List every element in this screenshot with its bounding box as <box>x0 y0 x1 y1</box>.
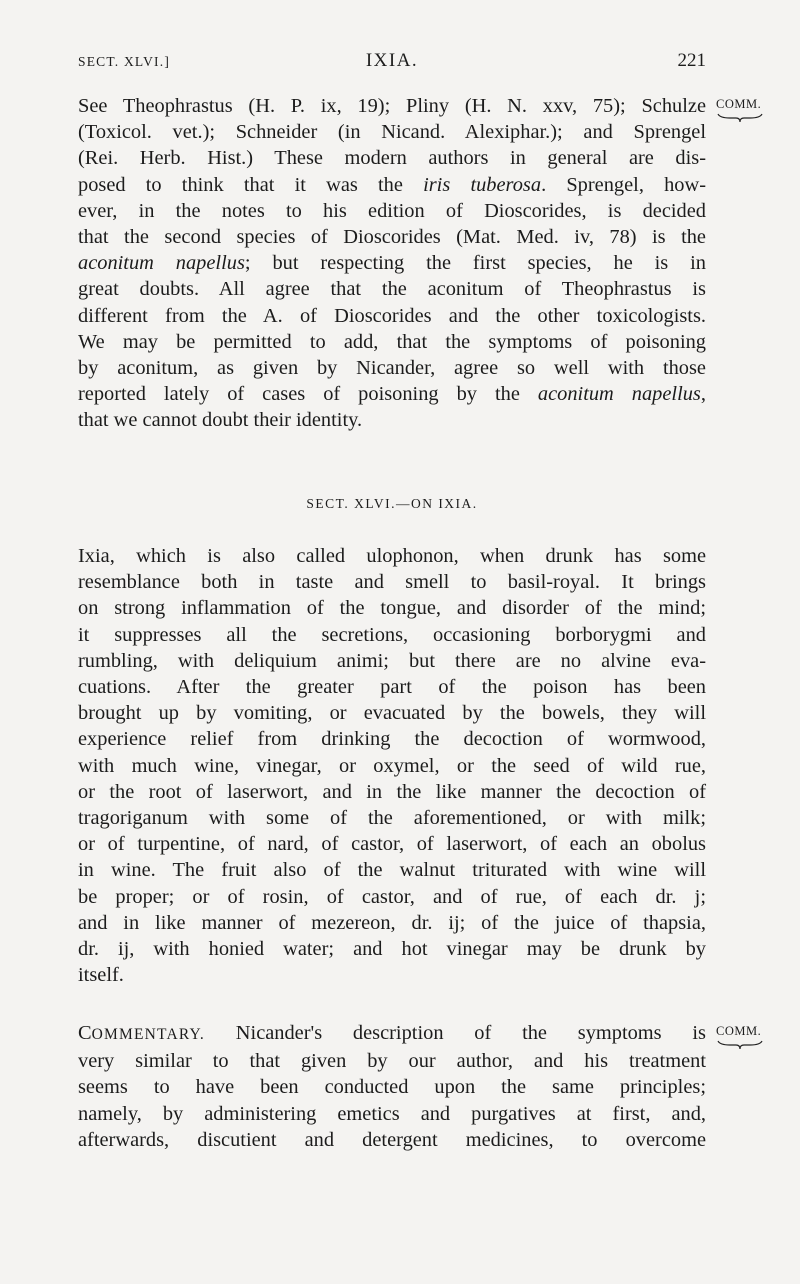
text-line: seems to have been conducted upon the same principles; <box>78 1076 706 1099</box>
text-segment: . Sprengel, how- <box>541 173 706 196</box>
text-line: and in like manner of mezereon, dr. ij; of the juice of thapsia, <box>78 911 706 934</box>
text-line: or of turpentine, of nard, of castor, of laserwort, of each an obolus <box>78 833 706 856</box>
text-line <box>78 172 706 198</box>
margin-note-label: COMM. <box>716 97 762 111</box>
text-line: different from the A. of Dioscorides and the other toxicologists. <box>78 304 706 327</box>
text-line: great doubts. All agree that the aconitum of Theophrastus is <box>78 278 706 301</box>
italic-term: aconitum napellus <box>537 383 701 406</box>
text-line: it suppresses all the secretions, occasioning borborygmi and <box>78 623 706 646</box>
text-line <box>78 1020 706 1048</box>
text-line: or the root of laserwort, and in the like manner the decoction of <box>78 780 706 803</box>
running-head-title: IXIA. <box>365 50 419 71</box>
text-line: See Theophrastus (H. P. ix, 19); Pliny (H. N. xxv, 75); Schulze <box>78 95 706 117</box>
text-line: very similar to that given by our author, and his treatment <box>78 1050 706 1073</box>
section-body-paragraph <box>78 543 706 988</box>
brace-icon <box>716 1039 764 1051</box>
text-line: namely, by administering emetics and purgatives at first, and, <box>78 1102 706 1125</box>
brace-icon <box>716 112 764 124</box>
text-segment: reported lately of cases of poisoning by the <box>78 383 538 406</box>
text-line: resemblance both in taste and smell to basil-royal. It brings <box>78 571 706 594</box>
text-line: be proper; or of rosin, of castor, and of rue, of each dr. j; <box>78 885 706 908</box>
commentary-continuation-paragraph <box>78 93 706 434</box>
text-line: rumbling, with deliquium animi; but there are no alvine eva- <box>78 649 706 672</box>
margin-note-comm <box>716 1024 764 1051</box>
text-line: cuations. After the greater part of the poison has been <box>78 676 706 699</box>
margin-note-label: COMM. <box>716 1024 762 1038</box>
text-line: itself. <box>78 964 124 987</box>
text-line: in wine. The fruit also of the walnut triturated with wine will <box>78 859 706 882</box>
text-line: with much wine, vinegar, or oxymel, or the seed of wild rue, <box>78 754 706 777</box>
text-line: on strong inflammation of the tongue, and disorder of the mind; <box>78 597 706 620</box>
text-line: that we cannot doubt their identity. <box>78 409 363 432</box>
text-segment: ; but respecting the first species, he is in <box>244 252 706 275</box>
text-segment: , <box>700 383 706 406</box>
text-line: (Rei. Herb. Hist.) These modern authors in general are dis- <box>78 147 706 170</box>
text-segment: Nicander's description of the symptoms is <box>205 1022 706 1044</box>
text-line: (Toxicol. vet.); Schneider (in Nicand. Alexiphar.); and Sprengel <box>78 121 706 144</box>
margin-note-comm <box>716 97 764 124</box>
italic-term: iris tuberosa <box>423 173 542 196</box>
text-line: dr. ij, with honied water; and hot vinegar may be drunk by <box>78 938 706 961</box>
running-head-section: SECT. XLVI.] <box>78 54 171 69</box>
commentary-paragraph <box>78 1020 706 1153</box>
lead-word-rest: OMMENTARY. <box>91 1026 206 1043</box>
lead-word-initial: C <box>78 1022 92 1044</box>
text-line <box>78 250 706 276</box>
page-number: 221 <box>677 50 706 71</box>
text-line: brought up by vomiting, or evacuated by the bowels, they will <box>78 702 706 725</box>
text-line: tragoriganum with some of the aforementioned, or with milk; <box>78 807 706 830</box>
text-line: ever, in the notes to his edition of Dioscorides, is decided <box>78 199 706 222</box>
text-line: by aconitum, as given by Nicander, agree so well with those <box>78 357 706 380</box>
text-line: afterwards, discutient and detergent medicines, to overcome <box>78 1128 706 1151</box>
text-line: experience relief from drinking the decoction of wormwood, <box>78 728 706 751</box>
text-line <box>78 381 706 407</box>
text-segment: posed to think that it was the <box>78 173 424 196</box>
section-heading: SECT. XLVI.—ON IXIA. <box>306 496 478 511</box>
text-line: that the second species of Dioscorides (Mat. Med. iv, 78) is the <box>78 226 706 249</box>
italic-term: aconitum napellus <box>78 252 245 275</box>
text-line: Ixia, which is also called ulophonon, when drunk has some <box>78 545 706 567</box>
running-head <box>78 50 706 76</box>
text-line: We may be permitted to add, that the symptoms of poisoning <box>78 330 706 353</box>
